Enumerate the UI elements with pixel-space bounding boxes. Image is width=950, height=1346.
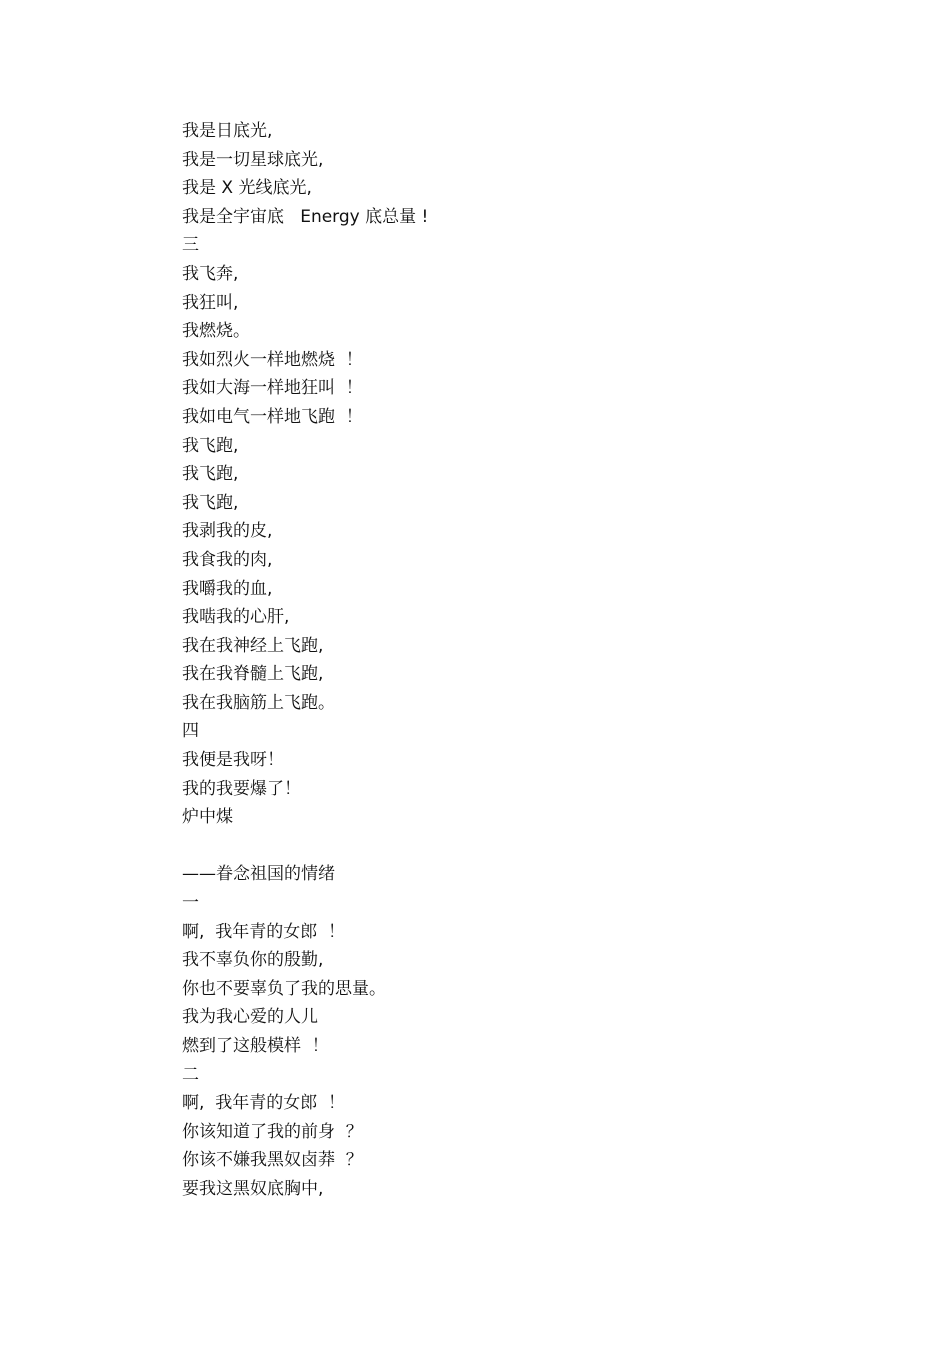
poem-line: 我飞跑, bbox=[182, 492, 239, 513]
poem-line: 我如大海一样地狂叫 ！ bbox=[182, 378, 363, 399]
poem-line: 我飞跑, bbox=[182, 464, 239, 485]
poem-line: 我便是我呀！ bbox=[182, 750, 284, 771]
poem-line: 我飞跑, bbox=[182, 435, 239, 456]
poem-line: 我是一切星球底光, bbox=[182, 149, 324, 170]
poem-line: 要我这黑奴底胸中, bbox=[182, 1178, 324, 1199]
poem-line: 我如烈火一样地燃烧 ！ bbox=[182, 349, 363, 370]
poem-line: 我飞奔, bbox=[182, 263, 239, 284]
poem-line: 我是日底光, bbox=[182, 121, 273, 141]
poem-line: 我在我脑筋上飞跑。 bbox=[182, 692, 335, 713]
poem-line: 啊, 我年青的女郎 ！ bbox=[182, 1093, 346, 1114]
poem-line: 我如电气一样地飞跑 ！ bbox=[182, 406, 363, 427]
poem-line: 我嚼我的血, bbox=[182, 578, 273, 599]
poem-line: 三 bbox=[182, 235, 199, 256]
poem-line: 我剥我的皮, bbox=[182, 521, 273, 542]
poem-line: 你该知道了我的前身 ？ bbox=[182, 1121, 363, 1142]
poem-line: 四 bbox=[182, 721, 199, 742]
poem-line: 我狂叫, bbox=[182, 292, 239, 313]
poem-line: 我是全宇宙底 Energy 底总量 ! bbox=[182, 206, 429, 227]
poem-line: 你该不嫌我黑奴卤莽 ？ bbox=[182, 1150, 363, 1171]
poem-line: 我的我要爆了！ bbox=[182, 778, 301, 799]
poem-line: 燃到了这般模样 ！ bbox=[182, 1036, 329, 1056]
poem-line: 我不辜负你的殷勤, bbox=[182, 950, 324, 971]
poem-text bbox=[182, 117, 882, 1204]
poem-line: ——眷念祖国的情绪 bbox=[182, 864, 335, 885]
poem-line: 我为我心爱的人儿 bbox=[182, 1007, 318, 1028]
poem-line: 啊, 我年青的女郎 ！ bbox=[182, 921, 346, 942]
poem-line: 我在我脊髓上飞跑, bbox=[182, 664, 324, 685]
poem-line: 我燃烧。 bbox=[182, 321, 250, 342]
poem-line: 一 bbox=[182, 893, 199, 914]
poem-line: 炉中煤 bbox=[182, 807, 233, 828]
poem-line: 我啮我的心肝, bbox=[182, 607, 290, 628]
poem-line bbox=[182, 832, 882, 861]
poem-line: 我食我的肉, bbox=[182, 549, 273, 570]
poem-line: 你也不要辜负了我的思量。 bbox=[182, 978, 386, 999]
poem-line: 我是 X 光线底光, bbox=[182, 178, 312, 199]
poem-line: 我在我神经上飞跑, bbox=[182, 635, 324, 656]
poem-line: 二 bbox=[182, 1064, 199, 1085]
